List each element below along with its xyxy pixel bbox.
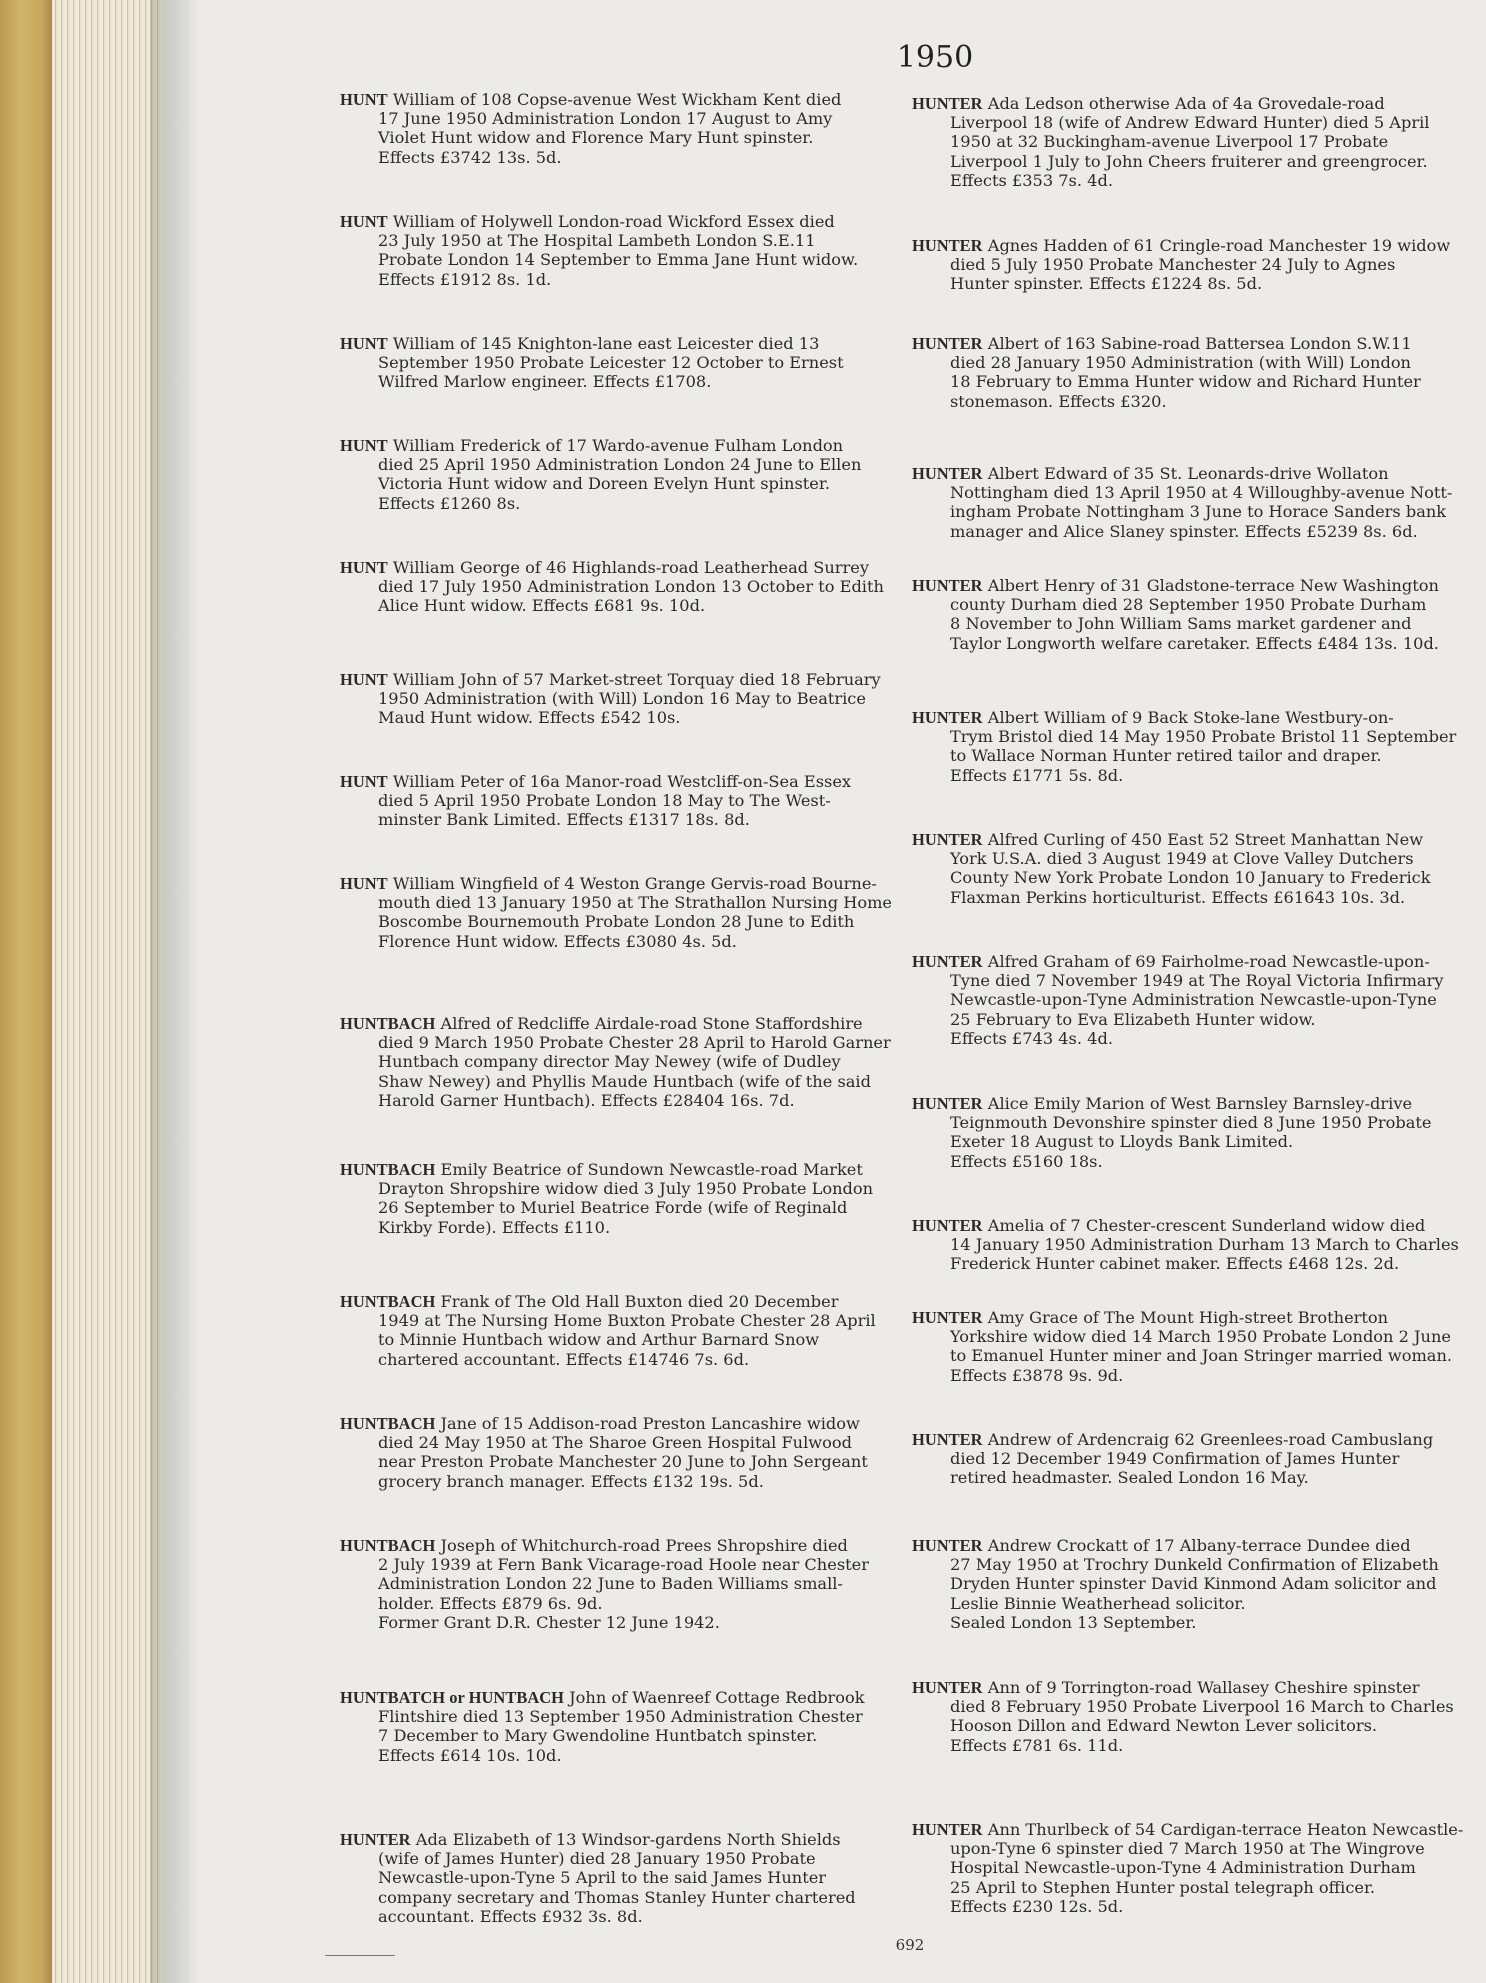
entry-text-line: Yorkshire widow died 14 March 1950 Probate London 2 June xyxy=(950,1327,1451,1347)
register-entry xyxy=(912,1678,1467,1755)
entry-text-line: Effects £353 7s. 4d. xyxy=(950,170,1113,190)
entry-first-line xyxy=(340,1830,895,1849)
entry-text-line: Agnes Hadden of 61 Cringle-road Manchester 19 widow xyxy=(987,236,1451,255)
entry-first-line xyxy=(340,1414,895,1433)
entry-first-line xyxy=(912,952,1467,971)
entry-text-line: to Minnie Huntbach widow and Arthur Barnard Snow xyxy=(378,1330,820,1350)
register-entry xyxy=(340,1414,895,1491)
entry-text-line: 26 September to Muriel Beatrice Forde (wife of Reginald xyxy=(378,1198,848,1218)
entry-text-line: Wilfred Marlow engineer. Effects £1708. xyxy=(378,372,712,392)
entry-text-line: Harold Garner Huntbach). Effects £28404 16s. 7d. xyxy=(378,1090,795,1110)
entry-surname: HUNT xyxy=(340,334,388,353)
entry-text-line: Hospital Newcastle-upon-Tyne 4 Administration Durham xyxy=(950,1858,1416,1878)
entry-text-line: Joseph of Whitchurch-road Prees Shropshire died xyxy=(440,1536,848,1555)
register-entry xyxy=(912,708,1467,785)
entry-text-line: Newcastle-upon-Tyne 5 April to the said James Hunter xyxy=(378,1868,827,1888)
entry-first-line xyxy=(912,1094,1467,1113)
entry-text-line: manager and Alice Slaney spinster. Effects £5239 8s. 6d. xyxy=(950,521,1418,541)
entry-surname: HUNT xyxy=(340,772,388,791)
entry-text-line: Probate London 14 September to Emma Jane Hunt widow. xyxy=(378,250,859,270)
entry-first-line xyxy=(912,576,1467,595)
entry-first-line xyxy=(340,1014,895,1033)
entry-text-line: grocery branch manager. Effects £132 19s. 5d. xyxy=(378,1471,764,1491)
entry-first-line xyxy=(912,1308,1467,1327)
entry-text-line: 25 April to Stephen Hunter postal telegraph officer. xyxy=(950,1877,1376,1897)
entry-surname: HUNTER xyxy=(912,952,983,971)
entry-surname: HUNTER xyxy=(912,1820,983,1839)
entry-text-line: 7 December to Mary Gwendoline Huntbatch spinster. xyxy=(378,1726,818,1746)
entry-surname: HUNTBACH xyxy=(340,1292,436,1311)
entry-text-line: holder. Effects £879 6s. 9d. xyxy=(378,1593,603,1613)
entry-text-line: to Emanuel Hunter miner and Joan Stringer married woman. xyxy=(950,1346,1453,1366)
entry-text-line: Florence Hunt widow. Effects £3080 4s. 5d. xyxy=(378,931,737,951)
entry-text-line: Ann Thurlbeck of 54 Cardigan-terrace Heaton Newcastle- xyxy=(987,1820,1464,1839)
register-entry xyxy=(340,772,895,830)
entry-text-line: Andrew of Ardencraig 62 Greenlees-road Cambuslang xyxy=(987,1430,1434,1449)
entry-surname: HUNTER xyxy=(912,1094,983,1113)
entry-text-line: Sealed London 13 September. xyxy=(950,1612,1197,1632)
entry-text-line: Exeter 18 August to Lloyds Bank Limited. xyxy=(950,1132,1294,1152)
entry-surname: HUNTER xyxy=(912,1216,983,1235)
register-entry xyxy=(912,1216,1467,1274)
register-entry xyxy=(912,1820,1467,1916)
entry-text-line: retired headmaster. Sealed London 16 May. xyxy=(950,1468,1309,1488)
entry-text-line: Amy Grace of The Mount High-street Brotherton xyxy=(987,1308,1389,1327)
entry-text-line: died 5 April 1950 Probate London 18 May to The West- xyxy=(378,791,831,811)
register-entry xyxy=(912,1094,1467,1171)
entry-text-line: Teignmouth Devonshire spinster died 8 June 1950 Probate xyxy=(950,1113,1432,1133)
entry-first-line xyxy=(340,1292,895,1311)
entry-first-line xyxy=(340,558,895,577)
register-entry xyxy=(912,576,1467,653)
register-entry xyxy=(340,334,895,392)
entry-surname: HUNTER xyxy=(340,1830,411,1849)
entry-text-line: Albert of 163 Sabine-road Battersea London S.W.11 xyxy=(987,334,1412,353)
entry-text-line: Alice Emily Marion of West Barnsley Barnsley-drive xyxy=(987,1094,1413,1113)
entry-text-line: York U.S.A. died 3 August 1949 at Clove Valley Dutchers xyxy=(950,849,1414,869)
entry-surname: HUNTER xyxy=(912,334,983,353)
entry-text-line: Leslie Binnie Weatherhead solicitor. xyxy=(950,1593,1246,1613)
page-edges xyxy=(52,0,162,1983)
entry-text-line: 14 January 1950 Administration Durham 13 March to Charles xyxy=(950,1235,1459,1255)
entry-text-line: ingham Probate Nottingham 3 June to Horace Sanders bank xyxy=(950,502,1447,522)
entry-text-line: 23 July 1950 at The Hospital Lambeth London S.E.11 xyxy=(378,231,816,251)
entry-text-line: 25 February to Eva Elizabeth Hunter widow. xyxy=(950,1009,1316,1029)
entry-text-line: William George of 46 Highlands-road Leatherhead Surrey xyxy=(392,558,869,577)
entry-text-line: 1950 at 32 Buckingham-avenue Liverpool 17 Probate xyxy=(950,132,1389,152)
entry-text-line: Albert Henry of 31 Gladstone-terrace New Washington xyxy=(987,576,1439,595)
entry-text-line: 1950 Administration (with Will) London 16 May to Beatrice xyxy=(378,689,866,709)
entry-text-line: Alfred Graham of 69 Fairholme-road Newcastle-upon- xyxy=(987,952,1430,971)
entry-text-line: Effects £614 10s. 10d. xyxy=(378,1745,562,1765)
entry-text-line: County New York Probate London 10 January to Frederick xyxy=(950,868,1431,888)
register-entry xyxy=(912,1430,1467,1488)
gutter-shadow xyxy=(150,0,200,1983)
entry-surname: HUNT xyxy=(340,558,388,577)
entry-surname: HUNTER xyxy=(912,830,983,849)
entry-text-line: Frederick Hunter cabinet maker. Effects £468 12s. 2d. xyxy=(950,1254,1400,1274)
register-entry xyxy=(340,1014,895,1110)
register-entry xyxy=(912,464,1467,541)
entry-text-line: Maud Hunt widow. Effects £542 10s. xyxy=(378,708,681,728)
entry-text-line: Effects £781 6s. 11d. xyxy=(950,1735,1124,1755)
entry-text-line: Ann of 9 Torrington-road Wallasey Cheshire spinster xyxy=(987,1678,1420,1697)
entry-text-line: Effects £3742 13s. 5d. xyxy=(378,147,562,167)
entry-first-line xyxy=(340,212,895,231)
entry-text-line: died 24 May 1950 at The Sharoe Green Hospital Fulwood xyxy=(378,1433,852,1453)
entry-text-line: Alfred Curling of 450 East 52 Street Manhattan New xyxy=(987,830,1424,849)
register-entry xyxy=(340,1688,895,1765)
register-entry xyxy=(912,830,1467,907)
entry-first-line xyxy=(340,90,895,109)
entry-first-line xyxy=(912,1820,1467,1839)
entry-text-line: Liverpool 1 July to John Cheers fruiterer and greengrocer. xyxy=(950,151,1428,171)
register-entry xyxy=(912,334,1467,411)
entry-text-line: 8 November to John William Sams market gardener and xyxy=(950,614,1412,634)
entry-text-line: Ada Elizabeth of 13 Windsor-gardens North Shields xyxy=(415,1830,841,1849)
entry-surname: HUNT xyxy=(340,874,388,893)
register-entry xyxy=(340,670,895,728)
entry-surname: HUNT xyxy=(340,436,388,455)
entry-text-line: county Durham died 28 September 1950 Probate Durham xyxy=(950,595,1427,615)
entry-first-line xyxy=(912,1216,1467,1235)
entry-text-line: 2 July 1939 at Fern Bank Vicarage-road Hoole near Chester xyxy=(378,1555,869,1575)
entry-text-line: Violet Hunt widow and Florence Mary Hunt spinster. xyxy=(378,128,814,148)
entry-text-line: Flintshire died 13 September 1950 Administration Chester xyxy=(378,1707,863,1727)
book-spine xyxy=(0,0,52,1983)
entry-text-line: Effects £743 4s. 4d. xyxy=(950,1028,1113,1048)
register-entry xyxy=(912,236,1467,294)
register-entry xyxy=(340,558,895,616)
entry-text-line: company secretary and Thomas Stanley Hunter chartered xyxy=(378,1887,856,1907)
entry-first-line xyxy=(912,94,1467,113)
entry-first-line xyxy=(912,708,1467,727)
entry-text-line: Victoria Hunt widow and Doreen Evelyn Hunt spinster. xyxy=(378,474,830,494)
entry-text-line: Boscombe Bournemouth Probate London 28 June to Edith xyxy=(378,912,855,932)
entry-text-line: died 5 July 1950 Probate Manchester 24 July to Agnes xyxy=(950,255,1396,275)
register-entry xyxy=(340,212,895,289)
register-entry xyxy=(912,1308,1467,1385)
entry-surname: HUNTER xyxy=(912,1430,983,1449)
entry-surname: HUNTER xyxy=(912,1536,983,1555)
entry-text-line: Effects £1260 8s. xyxy=(378,493,521,513)
entry-text-line: William of Holywell London-road Wickford Essex died xyxy=(392,212,835,231)
entry-first-line xyxy=(912,334,1467,353)
entry-text-line: Emily Beatrice of Sundown Newcastle-road Market xyxy=(440,1160,863,1179)
entry-surname: HUNTBACH xyxy=(340,1414,436,1433)
entry-text-line: September 1950 Probate Leicester 12 October to Ernest xyxy=(378,353,844,373)
entry-text-line: William Frederick of 17 Wardo-avenue Fulham London xyxy=(392,436,844,455)
entry-text-line: Effects £1771 5s. 8d. xyxy=(950,765,1124,785)
entry-text-line: chartered accountant. Effects £14746 7s. 6d. xyxy=(378,1349,750,1369)
entry-surname: HUNTER xyxy=(912,1678,983,1697)
entry-text-line: died 28 January 1950 Administration (with Will) London xyxy=(950,353,1411,373)
entry-text-line: Flaxman Perkins horticulturist. Effects £61643 10s. 3d. xyxy=(950,887,1406,907)
entry-surname: HUNTER xyxy=(912,94,983,113)
page-number: 692 xyxy=(895,1936,925,1954)
entry-surname: HUNT xyxy=(340,90,388,109)
entry-surname: HUNTBATCH or HUNTBACH xyxy=(340,1688,564,1707)
entry-first-line xyxy=(340,1536,895,1555)
entry-surname: HUNT xyxy=(340,212,388,231)
entry-first-line xyxy=(340,874,895,893)
entry-text-line: died 25 April 1950 Administration London 24 June to Ellen xyxy=(378,455,862,475)
entry-text-line: Albert William of 9 Back Stoke-lane Westbury-on- xyxy=(987,708,1394,727)
entry-text-line: Frank of The Old Hall Buxton died 20 December xyxy=(440,1292,839,1311)
entry-text-line: near Preston Probate Manchester 20 June to John Sergeant xyxy=(378,1452,868,1472)
entry-first-line xyxy=(340,1160,895,1179)
entry-text-line: minster Bank Limited. Effects £1317 18s. 8d. xyxy=(378,810,750,830)
register-entry xyxy=(340,1292,895,1369)
entry-text-line: Effects £3878 9s. 9d. xyxy=(950,1365,1124,1385)
entry-text-line: Hunter spinster. Effects £1224 8s. 5d. xyxy=(950,274,1263,294)
entry-surname: HUNTBACH xyxy=(340,1014,436,1033)
entry-surname: HUNTBACH xyxy=(340,1536,436,1555)
entry-text-line: Drayton Shropshire widow died 3 July 1950 Probate London xyxy=(378,1179,874,1199)
entry-surname: HUNTER xyxy=(912,708,983,727)
entry-surname: HUNTER xyxy=(912,464,983,483)
entry-first-line xyxy=(912,1536,1467,1555)
entry-first-line xyxy=(340,334,895,353)
register-entry xyxy=(340,90,895,167)
entry-text-line: Kirkby Forde). Effects £110. xyxy=(378,1217,611,1237)
entry-text-line: Tyne died 7 November 1949 at The Royal Victoria Infirmary xyxy=(950,971,1444,991)
entry-text-line: died 9 March 1950 Probate Chester 28 April to Harold Garner xyxy=(378,1033,891,1053)
entry-text-line: Jane of 15 Addison-road Preston Lancashire widow xyxy=(440,1414,860,1433)
register-entry xyxy=(340,1160,895,1237)
entry-text-line: Amelia of 7 Chester-crescent Sunderland widow died xyxy=(987,1216,1426,1235)
entry-first-line xyxy=(912,236,1467,255)
entry-text-line: Effects £1912 8s. 1d. xyxy=(378,269,552,289)
entry-text-line: Nottingham died 13 April 1950 at 4 Willoughby-avenue Nott- xyxy=(950,483,1453,503)
entry-text-line: William Peter of 16a Manor-road Westcliff-on-Sea Essex xyxy=(392,772,852,791)
entry-surname: HUNTER xyxy=(912,1308,983,1327)
entry-first-line xyxy=(340,1688,895,1707)
entry-text-line: 1949 at The Nursing Home Buxton Probate Chester 28 April xyxy=(378,1311,876,1331)
entry-first-line xyxy=(340,772,895,791)
entry-text-line: Dryden Hunter spinster David Kinmond Adam solicitor and xyxy=(950,1574,1437,1594)
entry-first-line xyxy=(912,1678,1467,1697)
entry-text-line: William of 145 Knighton-lane east Leicester died 13 xyxy=(392,334,820,353)
entry-text-line: died 17 July 1950 Administration London 13 October to Edith xyxy=(378,577,884,597)
entry-text-line: Effects £5160 18s. xyxy=(950,1151,1103,1171)
entry-text-line: Huntbach company director May Newey (wife of Dudley xyxy=(378,1052,841,1072)
entry-text-line: stonemason. Effects £320. xyxy=(950,391,1167,411)
register-entry xyxy=(912,94,1467,190)
entry-text-line: William John of 57 Market-street Torquay died 18 February xyxy=(392,670,881,689)
entry-text-line: Ada Ledson otherwise Ada of 4a Grovedale-road xyxy=(987,94,1385,113)
entry-text-line: Albert Edward of 35 St. Leonards-drive Wollaton xyxy=(987,464,1389,483)
footer-rule xyxy=(325,1955,395,1956)
entry-text-line: Shaw Newey) and Phyllis Maude Huntbach (wife of the said xyxy=(378,1071,871,1091)
entry-text-line: Alfred of Redcliffe Airdale-road Stone Staffordshire xyxy=(440,1014,863,1033)
entry-text-line: (wife of James Hunter) died 28 January 1950 Probate xyxy=(378,1849,816,1869)
entry-text-line: died 12 December 1949 Confirmation of James Hunter xyxy=(950,1449,1400,1469)
entry-first-line xyxy=(912,464,1467,483)
entry-surname: HUNT xyxy=(340,670,388,689)
register-entry xyxy=(340,874,895,951)
entry-text-line: died 8 February 1950 Probate Liverpool 16 March to Charles xyxy=(950,1697,1454,1717)
entry-text-line: Newcastle-upon-Tyne Administration Newcastle-upon-Tyne xyxy=(950,990,1437,1010)
entry-text-line: 27 May 1950 at Trochry Dunkeld Confirmation of Elizabeth xyxy=(950,1555,1439,1575)
page-year-heading: 1950 xyxy=(896,40,974,75)
entry-first-line xyxy=(912,830,1467,849)
entry-text-line: accountant. Effects £932 3s. 8d. xyxy=(378,1906,643,1926)
entry-text-line: Former Grant D.R. Chester 12 June 1942. xyxy=(378,1612,720,1632)
entry-text-line: Alice Hunt widow. Effects £681 9s. 10d. xyxy=(378,596,706,616)
entry-text-line: 17 June 1950 Administration London 17 August to Amy xyxy=(378,109,833,129)
entry-surname: HUNTER xyxy=(912,576,983,595)
entry-first-line xyxy=(340,436,895,455)
entry-surname: HUNTER xyxy=(912,236,983,255)
entry-surname: HUNTBACH xyxy=(340,1160,436,1179)
register-entry xyxy=(340,1830,895,1926)
entry-text-line: Andrew Crockatt of 17 Albany-terrace Dundee died xyxy=(987,1536,1411,1555)
entry-text-line: William of 108 Copse-avenue West Wickham Kent died xyxy=(392,90,842,109)
entry-text-line: Effects £230 12s. 5d. xyxy=(950,1896,1124,1916)
entry-text-line: William Wingfield of 4 Weston Grange Gervis-road Bourne- xyxy=(392,874,877,893)
register-entry xyxy=(912,952,1467,1048)
register-entry xyxy=(340,1536,895,1632)
entry-text-line: upon-Tyne 6 spinster died 7 March 1950 at The Wingrove xyxy=(950,1839,1425,1859)
entry-text-line: mouth died 13 January 1950 at The Strathallon Nursing Home xyxy=(378,893,893,913)
entry-text-line: Trym Bristol died 14 May 1950 Probate Bristol 11 September xyxy=(950,727,1457,747)
entry-first-line xyxy=(912,1430,1467,1449)
entry-text-line: 18 February to Emma Hunter widow and Richard Hunter xyxy=(950,372,1421,392)
register-entry xyxy=(912,1536,1467,1632)
entry-text-line: Taylor Longworth welfare caretaker. Effects £484 13s. 10d. xyxy=(950,633,1439,653)
entry-text-line: John of Waenreef Cottage Redbrook xyxy=(569,1688,865,1707)
entry-text-line: Liverpool 18 (wife of Andrew Edward Hunter) died 5 April xyxy=(950,113,1430,133)
entry-text-line: Administration London 22 June to Baden Williams small- xyxy=(378,1574,843,1594)
entry-first-line xyxy=(340,670,895,689)
entry-text-line: to Wallace Norman Hunter retired tailor and draper. xyxy=(950,746,1382,766)
register-entry xyxy=(340,436,895,513)
entry-text-line: Hooson Dillon and Edward Newton Lever solicitors. xyxy=(950,1716,1378,1736)
